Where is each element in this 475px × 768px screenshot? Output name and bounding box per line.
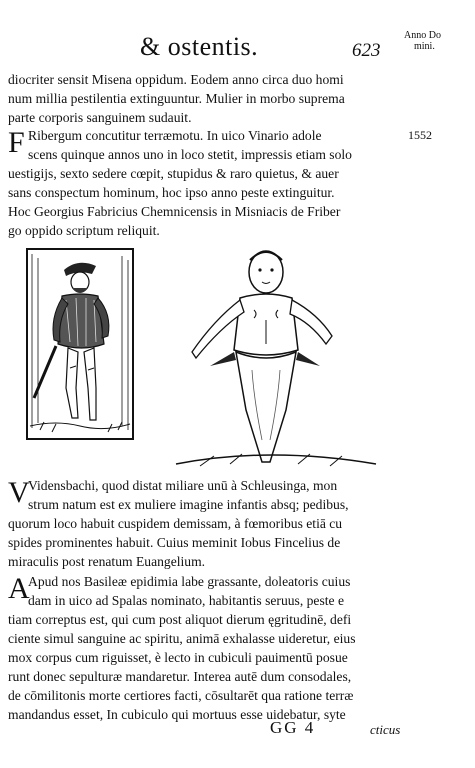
signature-mark: GG 4 [270,718,316,737]
year-heading-line-2: mini. [414,41,435,52]
text-line: mandandus esset, In cubiculo qui mortuus esse uidebatur, syte [8,707,346,722]
drop-cap: A [8,572,30,605]
year-heading-line-1: Anno Do [404,30,441,41]
text-line: quorum loco habuit cuspidem demissam, à fœmoribus etiā cu [8,516,343,531]
drop-cap: V [8,476,30,509]
running-title: & ostentis. [140,32,259,61]
text-line: scens quinque annos uno in loco stetit, impressis etiam solo [28,147,352,162]
margin-year: 1552 [408,128,432,142]
text-line: spides prominentes habuit. Cuius meminit Iobus Fincelius de [8,535,341,550]
text-line: tiam correptus est, qui cum post aliquot dierum ęgritudinē, defi [8,612,352,627]
page-number: 623 [352,40,381,61]
text-line: mox corpus cum riguisset, è lecto in cubiculi pauimentū posue [8,650,348,665]
text-line: Apud nos Basileæ epidimia labe grassante, doleatoris cuius [28,574,351,589]
text-line: miraculis post renatum Euangelium. [8,554,206,569]
text-line: sans conspectum hominum, hoc ipso anno peste extinguitur. [8,185,335,200]
woodcut-man-illustration [26,248,134,440]
text-line: Ribergum concutitur terræmotu. In uico Vinario adole [28,128,322,143]
catchword: cticus [370,722,401,737]
text-line: diocriter sensit Misena oppidum. Eodem anno circa duo homi [8,72,344,87]
text-line: de cōmilitonis morte certiores facti, cōsultarēt qua ratione terræ [8,688,354,703]
drop-cap: F [8,126,25,159]
text-line: runt donec sepulturæ mandaretur. Interea autē dum consodales, [8,669,352,684]
text-line: ciente simul sanguine ac spiritu, animā exhalasse uideretur, eius [8,631,356,646]
woodcut-monster-child-illustration [170,240,382,472]
text-line: Vidensbachi, quod distat miliare unū à Schleusinga, mon [28,478,338,493]
text-line: dam in uico ad Spalas nominato, habitantis seruus, peste e [28,593,344,608]
text-line: uestigijs, sexto sedere cœpit, stupidus & raro quietus, & auer [8,166,339,181]
text-line: Hoc Georgius Fabricius Chemnicensis in Misniacis de Friber [8,204,341,219]
text-line: strum natum est ex muliere imagine infantis absq; pedibus, [28,497,349,512]
text-line: num millia pestilentia extinguuntur. Mulier in morbo suprema [8,91,345,106]
text-line: go oppido scriptum reliquit. [8,223,160,238]
text-line: parte corporis sanguinem sudauit. [8,110,192,125]
year-margin-heading [404,30,474,52]
